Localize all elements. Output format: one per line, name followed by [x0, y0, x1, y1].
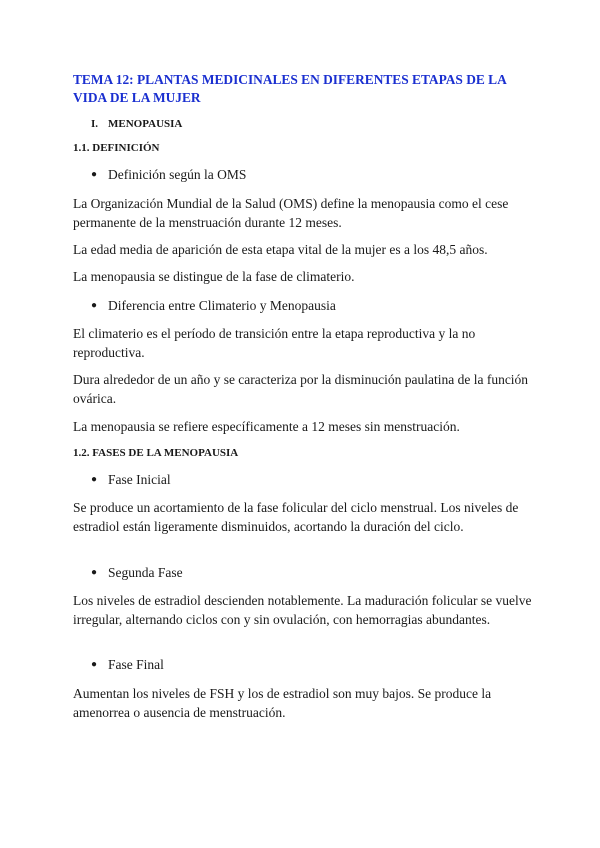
bullet-segunda-fase — [91, 564, 183, 582]
paragraph: Dura alrededor de un año y se caracteriza por la disminución paulatina de la función ovárica. — [73, 372, 529, 406]
section-number: I. — [91, 118, 99, 130]
bullet-text: Definición según la OMS — [108, 167, 247, 182]
bullet-dot-icon: ● — [91, 659, 98, 670]
bullet-text: Fase Inicial — [108, 472, 171, 487]
bullet-text: Segunda Fase — [108, 565, 183, 580]
section-heading — [91, 118, 182, 130]
bullet-dot-icon: ● — [91, 169, 98, 180]
section-label: MENOPAUSIA — [108, 118, 183, 130]
bullet-fase-inicial — [91, 471, 171, 489]
paragraph: La edad media de aparición de esta etapa vital de la mujer es a los 48,5 años. — [73, 242, 488, 257]
bullet-dot-icon: ● — [91, 300, 98, 311]
bullet-text: Diferencia entre Climaterio y Menopausia — [108, 298, 336, 313]
subsection-definicion: 1.1. DEFINICIÓN — [73, 142, 160, 154]
bullet-diferencia — [91, 297, 336, 315]
paragraph: La menopausia se distingue de la fase de climaterio. — [73, 269, 355, 284]
bullet-fase-final — [91, 656, 164, 674]
document-title: TEMA 12: PLANTAS MEDICINALES EN DIFERENTES ETAPAS DE LA VIDA DE LA MUJER — [73, 72, 507, 105]
paragraph: Aumentan los niveles de FSH y los de estradiol son muy bajos. Se produce la amenorrea o ausencia de menstruación. — [73, 686, 492, 720]
paragraph: Se produce un acortamiento de la fase folicular del ciclo menstrual. Los niveles de estradiol están ligeramente disminuidos, acortando la duración del ciclo. — [73, 500, 519, 534]
subsection-fases: 1.2. FASES DE LA MENOPAUSIA — [73, 447, 239, 459]
bullet-text: Fase Final — [108, 657, 164, 672]
bullet-dot-icon: ● — [91, 474, 98, 485]
paragraph: Los niveles de estradiol descienden notablemente. La maduración folicular se vuelve irregular, alternando ciclos con y sin ovulación, con hemorragias abundantes. — [73, 593, 532, 627]
paragraph: La menopausia se refiere específicamente a 12 meses sin menstruación. — [73, 419, 460, 434]
paragraph: La Organización Mundial de la Salud (OMS) define la menopausia como el cese permanente de la menstruación durante 12 meses. — [73, 196, 509, 230]
paragraph: El climaterio es el período de transición entre la etapa reproductiva y la no reproductiva. — [73, 326, 476, 360]
bullet-dot-icon: ● — [91, 567, 98, 578]
bullet-definicion-oms — [91, 166, 246, 184]
